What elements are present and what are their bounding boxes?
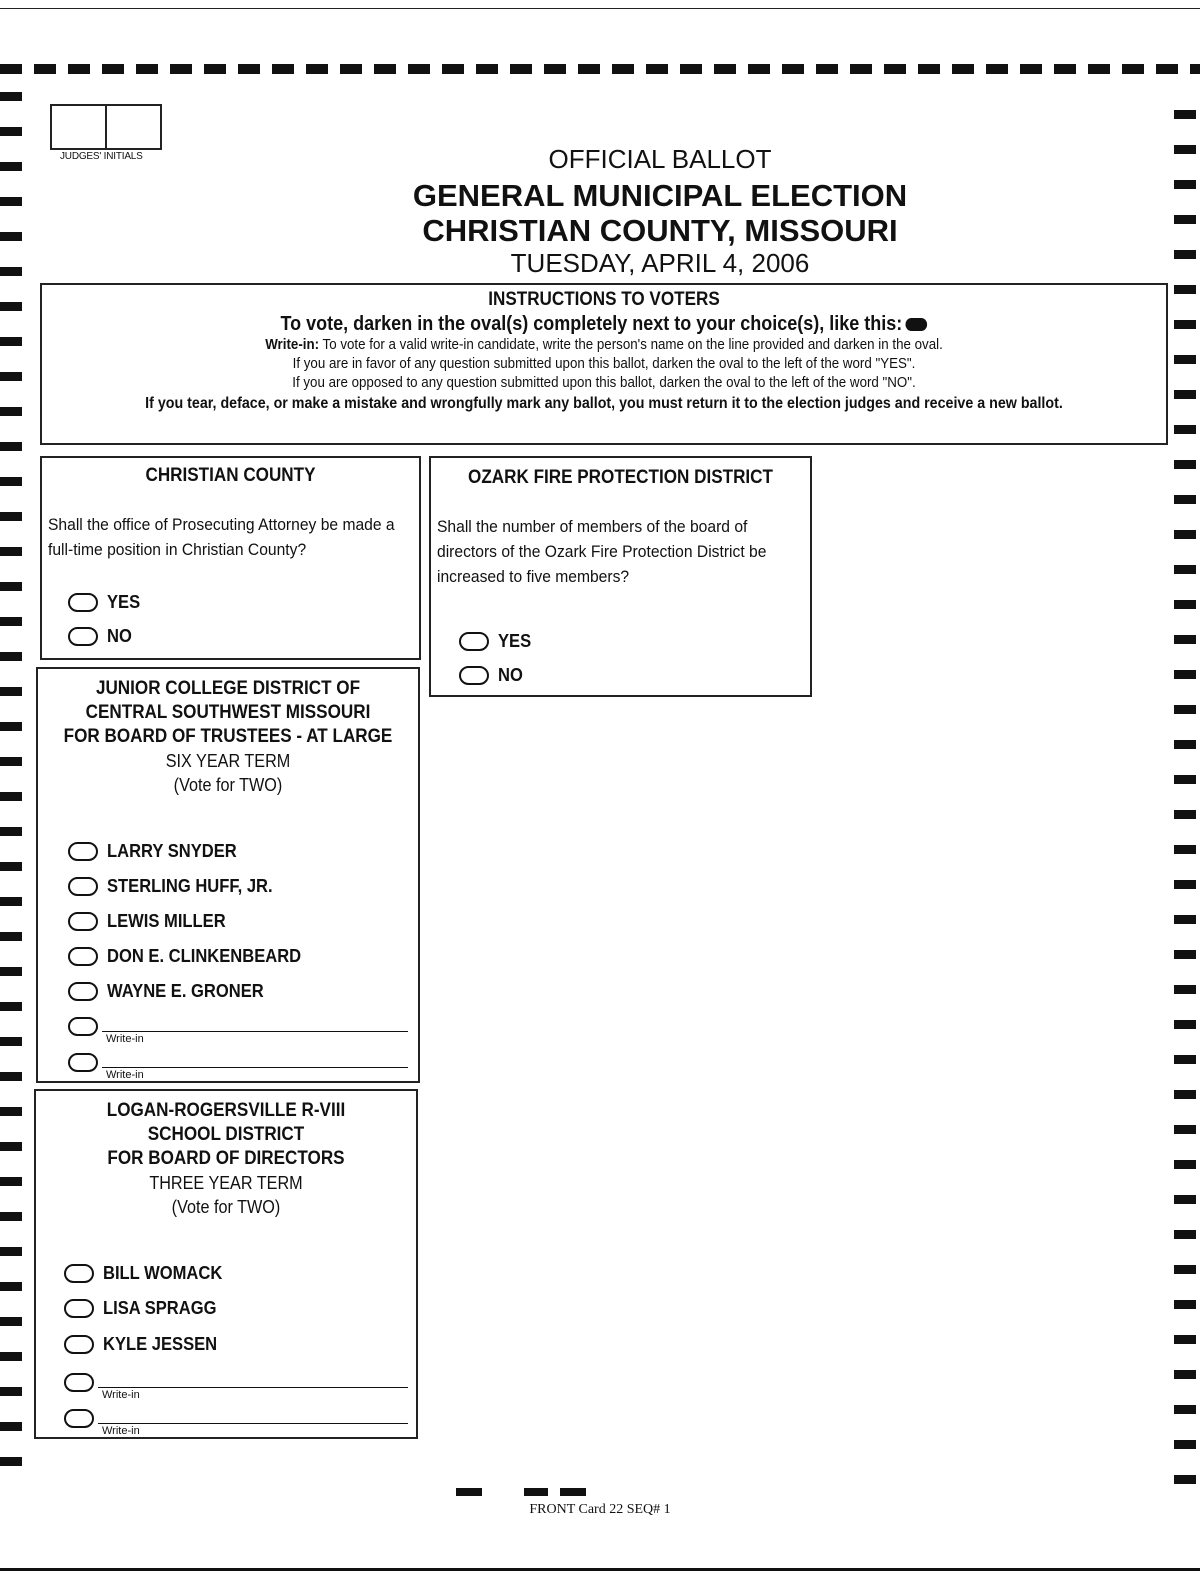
contest-title-line1: JUNIOR COLLEGE DISTRICT OF [95, 678, 361, 699]
initials-box-2[interactable] [107, 106, 160, 148]
instructions-favor: If you are in favor of any question submitted upon this ballot, darken the oval to the left of the word "YES". [292, 356, 916, 372]
christian-county-contest [40, 456, 421, 660]
candidate-option[interactable] [64, 1298, 226, 1319]
contest-title-line1: LOGAN-ROGERSVILLE R-VIII [106, 1100, 346, 1121]
oval-icon[interactable] [64, 1299, 94, 1318]
writein-line[interactable] [98, 1423, 408, 1424]
footer-mark [456, 1488, 482, 1496]
instructions-title: INSTRUCTIONS TO VOTERS [488, 289, 720, 310]
option-label: NO [498, 665, 523, 685]
writein-label: Write-in [106, 1033, 144, 1045]
contest-vote-for: (Vote for TWO) [171, 1197, 281, 1217]
oval-icon[interactable] [64, 1373, 94, 1392]
logan-rogersville-contest [34, 1089, 418, 1439]
bottom-border-line [0, 1568, 1200, 1571]
county-title: CHRISTIAN COUNTY, MISSOURI [422, 213, 898, 248]
writein-line[interactable] [98, 1387, 408, 1388]
contest-title-line2: CENTRAL SOUTHWEST MISSOURI [85, 702, 371, 723]
election-title: GENERAL MUNICIPAL ELECTION [412, 178, 908, 213]
writein-label: Write-in [102, 1425, 140, 1437]
option-label: YES [498, 631, 532, 651]
option-yes[interactable] [459, 631, 534, 652]
option-no[interactable] [68, 626, 134, 647]
candidate-option[interactable] [68, 876, 287, 897]
writein-line[interactable] [102, 1031, 408, 1032]
instructions-main-text: To vote, darken in the oval(s) completely next to your choice(s), like this: [280, 313, 903, 335]
writein-line[interactable] [102, 1067, 408, 1068]
option-no[interactable] [459, 665, 525, 686]
option-yes[interactable] [68, 592, 143, 613]
candidate-name: KYLE JESSEN [103, 1334, 218, 1354]
election-date: TUESDAY, APRIL 4, 2006 [510, 248, 810, 278]
candidate-name: LEWIS MILLER [107, 911, 226, 931]
contest-title-line2: SCHOOL DISTRICT [147, 1124, 305, 1145]
contest-vote-for: (Vote for TWO) [173, 775, 283, 795]
oval-icon[interactable] [459, 632, 489, 651]
timing-marks-right [1174, 110, 1196, 1500]
ozark-fire-contest [429, 456, 812, 697]
oval-icon[interactable] [68, 627, 98, 646]
candidate-option[interactable] [68, 911, 236, 932]
contest-term: SIX YEAR TERM [165, 751, 291, 771]
oval-icon[interactable] [68, 1017, 98, 1036]
candidate-option[interactable] [64, 1334, 227, 1355]
contest-title: CHRISTIAN COUNTY [145, 465, 316, 486]
writein-label: Write-in [102, 1389, 140, 1401]
candidate-name: STERLING HUFF, JR. [107, 876, 273, 896]
oval-icon[interactable] [68, 593, 98, 612]
contest-question: Shall the office of Prosecuting Attorney be made a full-time position in Christian County? [48, 515, 395, 559]
timing-marks-left [0, 92, 22, 1482]
candidate-option[interactable] [68, 946, 318, 967]
oval-icon[interactable] [64, 1264, 94, 1283]
candidate-option[interactable] [64, 1263, 233, 1284]
instructions-opposed: If you are opposed to any question submitted upon this ballot, darken the oval to the left of the word "NO". [292, 375, 916, 391]
writein-slot[interactable] [64, 1403, 412, 1437]
oval-icon[interactable] [68, 877, 98, 896]
ballot-heading: OFFICIAL BALLOT [548, 144, 772, 174]
filled-oval-icon [906, 318, 928, 331]
writein-label: Write-in: [265, 337, 320, 353]
instructions-box [40, 283, 1168, 445]
contest-term: THREE YEAR TERM [149, 1173, 303, 1193]
writein-text: To vote for a valid write-in candidate, write the person's name on the line provided and darken in the oval. [322, 337, 943, 353]
junior-college-contest [36, 667, 420, 1083]
candidate-name: LARRY SNYDER [107, 841, 237, 861]
option-label: NO [107, 626, 132, 646]
card-sequence-footer: FRONT Card 22 SEQ# 1 [529, 1502, 671, 1517]
oval-icon[interactable] [68, 912, 98, 931]
instructions-mistake: If you tear, deface, or make a mistake and wrongfully mark any ballot, you must return it to the election judges and receive a new ballot. [145, 395, 1063, 412]
oval-icon[interactable] [68, 842, 98, 861]
writein-label: Write-in [106, 1069, 144, 1081]
oval-icon[interactable] [68, 982, 98, 1001]
top-border-line [0, 8, 1200, 9]
contest-question: Shall the number of members of the board of directors of the Ozark Fire Protection District be increased to five members? [437, 517, 767, 586]
candidate-name: DON E. CLINKENBEARD [107, 946, 302, 966]
instructions-main [98, 313, 1110, 336]
contest-title: OZARK FIRE PROTECTION DISTRICT [468, 467, 773, 488]
timing-marks-top [0, 64, 1200, 74]
writein-slot[interactable] [68, 1047, 413, 1081]
judges-initials-label: JUDGES' INITIALS [60, 151, 143, 162]
candidate-option[interactable] [68, 981, 277, 1002]
initials-box-1[interactable] [52, 106, 107, 148]
instructions-writein [87, 336, 1121, 355]
oval-icon[interactable] [64, 1335, 94, 1354]
contest-title-line3: FOR BOARD OF DIRECTORS [107, 1148, 345, 1169]
footer-mark [524, 1488, 548, 1496]
footer-timing-marks [456, 1488, 586, 1496]
oval-icon[interactable] [68, 947, 98, 966]
footer-mark [560, 1488, 586, 1496]
option-label: YES [107, 592, 141, 612]
candidate-name: LISA SPRAGG [103, 1298, 217, 1318]
oval-icon[interactable] [459, 666, 489, 685]
candidate-name: WAYNE E. GRONER [107, 981, 264, 1001]
candidate-option[interactable] [68, 841, 248, 862]
writein-slot[interactable] [64, 1367, 412, 1401]
candidate-name: BILL WOMACK [103, 1263, 223, 1283]
oval-icon[interactable] [64, 1409, 94, 1428]
writein-slot[interactable] [68, 1011, 413, 1045]
contest-title-line3: FOR BOARD OF TRUSTEES - AT LARGE [63, 726, 393, 747]
oval-icon[interactable] [68, 1053, 98, 1072]
